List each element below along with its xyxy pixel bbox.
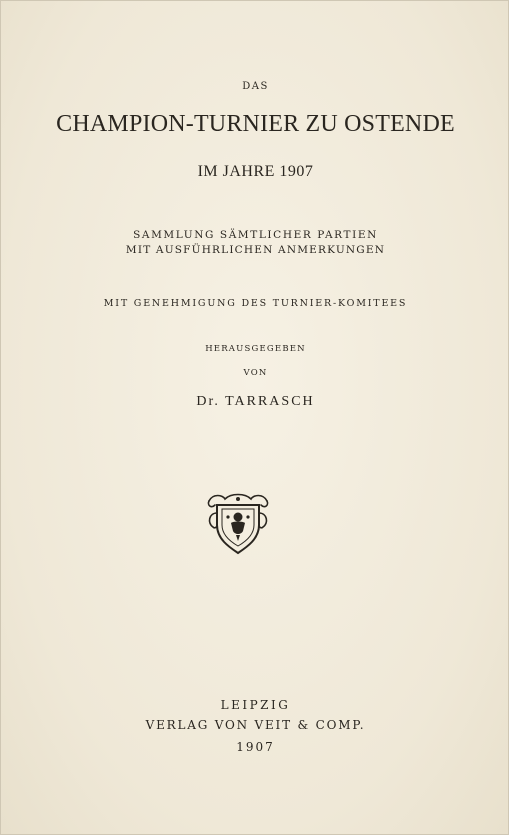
title-year-line: IM JAHRE 1907 (197, 163, 314, 180)
imprint-publisher: VERLAG VON VEIT & COMP. (145, 718, 366, 732)
imprint-year: 1907 (236, 740, 275, 754)
book-title: CHAMPION-TURNIER ZU OSTENDE (56, 111, 455, 137)
subtitle-line-2: MIT AUSFÜHRLICHEN ANMERKUNGEN (125, 244, 386, 256)
approval-note: MIT GENEHMIGUNG DES TURNIER-KOMITEES (103, 298, 408, 309)
edited-by-label: HERAUSGEGEBEN (205, 344, 306, 354)
title-article: DAS (242, 81, 269, 92)
printer-device-ornament-icon (203, 487, 273, 557)
subtitle-line-1: SAMMLUNG SÄMTLICHER PARTIEN (133, 229, 378, 241)
von-label: VON (243, 368, 268, 378)
imprint-place: LEIPZIG (220, 698, 291, 712)
author-name: Dr. TARRASCH (196, 394, 315, 409)
